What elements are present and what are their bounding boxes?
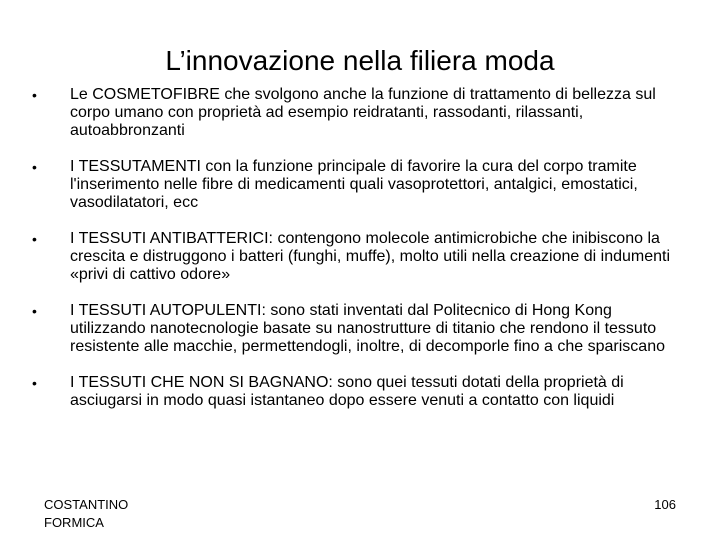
bullet-icon: •: [32, 87, 37, 103]
bullet-list: [30, 86, 680, 428]
bullet-icon: •: [32, 303, 37, 319]
slide-title: L’innovazione nella filiera moda: [165, 44, 555, 76]
page-number: 106: [654, 497, 676, 512]
bullet-icon: •: [32, 375, 37, 391]
bullet-item-tessuti-antibatterici: [30, 230, 680, 284]
bullet-text: Le COSMETOFIBRE che svolgono anche la funzione di trattamento di bellezza sul corpo umano con proprietà ad esempio reidratanti, rassodanti, rilassanti, autoabbronzanti: [70, 86, 656, 139]
bullet-item-tessuti-che-non-si-bagnano: [30, 374, 680, 410]
bullet-text: I TESSUTI CHE NON SI BAGNANO: sono quei tessuti dotati della proprietà di asciugarsi in modo quasi istantaneo dopo essere venuti a contatto con liquidi: [70, 374, 624, 409]
bullet-text: I TESSUTI AUTOPULENTI: sono stati inventati dal Politecnico di Hong Kong utilizzando nanotecnologie basate su nanostrutture di titanio che rendono il tessuto resistente alle macchie, permettendogli, inoltre, di decomporle fino a che spariscano: [70, 302, 665, 355]
bullet-item-tessuti-autopulenti: [30, 302, 680, 356]
bullet-item-tessutamenti: [30, 158, 680, 212]
footer-author: COSTANTINO FORMICA: [44, 497, 129, 530]
bullet-item-cosmetofibre: [30, 86, 680, 140]
bullet-icon: •: [32, 159, 37, 175]
bullet-text: I TESSUTAMENTI con la funzione principale di favorire la cura del corpo tramite l'inserimento nelle fibre di medicamenti quali vasoprotettori, antalgici, emostatici, vasodilatatori, ecc: [70, 158, 638, 211]
bullet-icon: •: [32, 231, 37, 247]
bullet-text: I TESSUTI ANTIBATTERICI: contengono molecole antimicrobiche che inibiscono la crescita e distruggono i batteri (funghi, muffe), molto utili nella creazione di indumenti «privi di cattivo odore»: [70, 230, 671, 283]
